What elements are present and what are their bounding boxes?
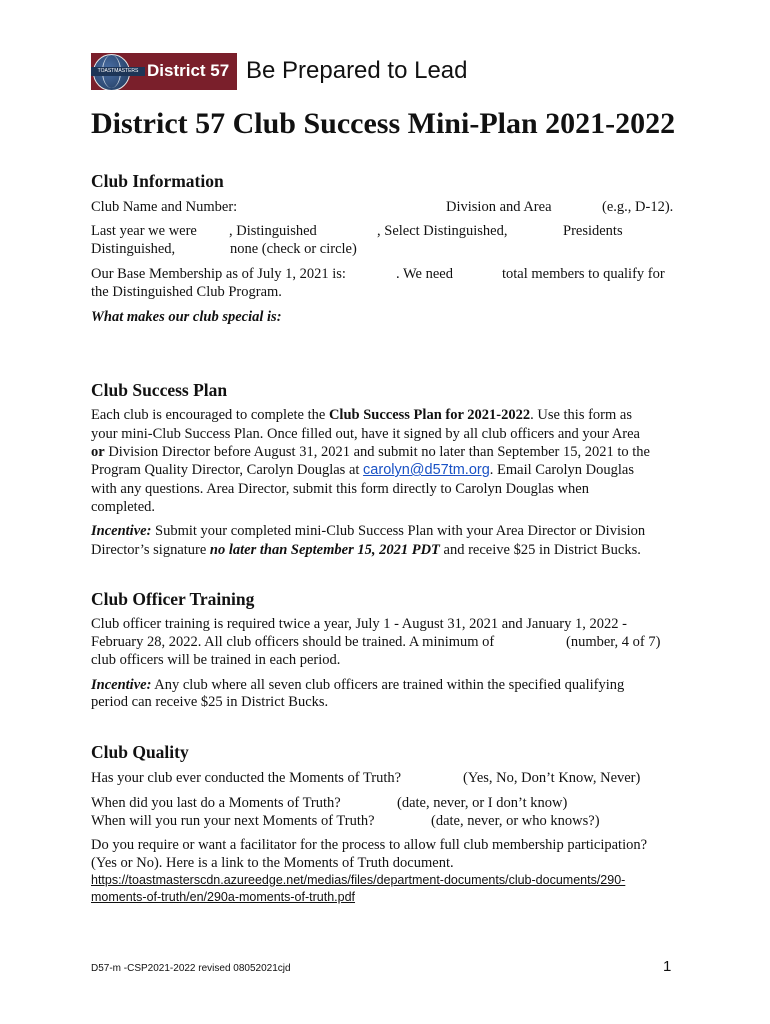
- division-area-label: Division and Area: [446, 199, 552, 215]
- officer-training-incentive-1: Incentive: Any club where all seven club officers are trained within the specified qualifying: [91, 677, 625, 693]
- success-plan-incentive-1: Incentive: Submit your completed mini-Club Success Plan with your Area Director or Division: [91, 523, 646, 539]
- email-link[interactable]: carolyn@d57tm.org: [363, 462, 490, 478]
- logo-district-name: District 57: [147, 61, 230, 80]
- last-moments-question: When did you last do a Moments of Truth?: [91, 795, 341, 811]
- officer-number-hint: (number, 4 of 7): [566, 634, 661, 650]
- last-year-label: Last year we were: [91, 223, 197, 239]
- club-special-label: What makes our club special is:: [91, 309, 282, 325]
- moments-of-truth-question: Has your club ever conducted the Moments of Truth?: [91, 770, 402, 786]
- next-moments-question: When will you run your next Moments of Truth?: [91, 813, 375, 829]
- page-number: 1: [663, 958, 672, 975]
- officer-training-line-1: Club officer training is required twice a year, July 1 - August 31, 2021 and January 1, 2022 -: [91, 616, 627, 632]
- division-area-hint: (e.g., D-12).: [602, 199, 674, 215]
- club-success-plan-heading: Club Success Plan: [91, 380, 228, 400]
- option-none[interactable]: none (check or circle): [230, 241, 357, 257]
- success-plan-line-1: Each club is encouraged to complete the Club Success Plan for 2021-2022. Use this form as: [91, 407, 632, 423]
- officer-training-line-2: February 28, 2022. All club officers should be trained. A minimum of: [91, 634, 495, 650]
- facilitator-question-1: Do you require or want a facilitator for the process to allow full club membership participation?: [91, 837, 648, 853]
- club-name-label: Club Name and Number:: [91, 199, 238, 215]
- next-moments-hint: (date, never, or who knows?): [431, 813, 600, 829]
- option-distinguished[interactable]: , Distinguished: [229, 223, 317, 239]
- club-officer-training-heading: Club Officer Training: [91, 589, 255, 609]
- officer-training-line-3: club officers will be trained in each period.: [91, 652, 341, 668]
- base-membership-label: Our Base Membership as of July 1, 2021 is:: [91, 266, 346, 282]
- option-presidents-distinguished[interactable]: Distinguished,: [91, 241, 176, 257]
- success-plan-line-6: completed.: [91, 499, 156, 515]
- logo-banner: TOASTMASTERS: [91, 67, 145, 76]
- total-members-label: total members to qualify for: [502, 266, 665, 282]
- option-presidents[interactable]: Presidents: [563, 223, 623, 239]
- page-title: District 57 Club Success Mini-Plan 2021-2022: [91, 107, 676, 140]
- moments-of-truth-link-line-2[interactable]: moments-of-truth/en/290a-moments-of-truth.pdf: [91, 890, 356, 904]
- success-plan-line-4: Program Quality Director, Carolyn Douglas at carolyn@d57tm.org. Email Carolyn Douglas: [91, 462, 634, 478]
- club-quality-heading: Club Quality: [91, 742, 189, 762]
- we-need-label: . We need: [396, 266, 453, 282]
- last-moments-hint: (date, never, or I don’t know): [397, 795, 568, 811]
- dcp-label: the Distinguished Club Program.: [91, 284, 282, 300]
- toastmasters-district-57-logo: [91, 53, 237, 90]
- tagline: Be Prepared to Lead: [246, 57, 468, 84]
- club-information-heading: Club Information: [91, 171, 224, 191]
- moments-of-truth-hint: (Yes, No, Don’t Know, Never): [463, 770, 641, 786]
- option-select-distinguished[interactable]: , Select Distinguished,: [377, 223, 508, 239]
- success-plan-line-2: your mini-Club Success Plan. Once filled out, have it signed by all club officers and your Area: [91, 426, 640, 442]
- success-plan-line-5: with any questions. Area Director, submit this form directly to Carolyn Douglas when: [91, 481, 589, 497]
- revision-footer: D57-m -CSP2021-2022 revised 08052021cjd: [91, 963, 291, 974]
- officer-training-incentive-2: period can receive $25 in District Bucks.: [91, 694, 329, 710]
- moments-of-truth-link-line-1[interactable]: https://toastmasterscdn.azureedge.net/medias/files/department-documents/club-documents/290-: [91, 873, 626, 887]
- facilitator-question-2: (Yes or No). Here is a link to the Moments of Truth document.: [91, 855, 454, 871]
- success-plan-line-3: or Division Director before August 31, 2021 and submit no later than September 15, 2021 to the: [91, 444, 650, 460]
- success-plan-incentive-2: Director’s signature no later than September 15, 2021 PDT and receive $25 in District Bucks.: [91, 542, 641, 558]
